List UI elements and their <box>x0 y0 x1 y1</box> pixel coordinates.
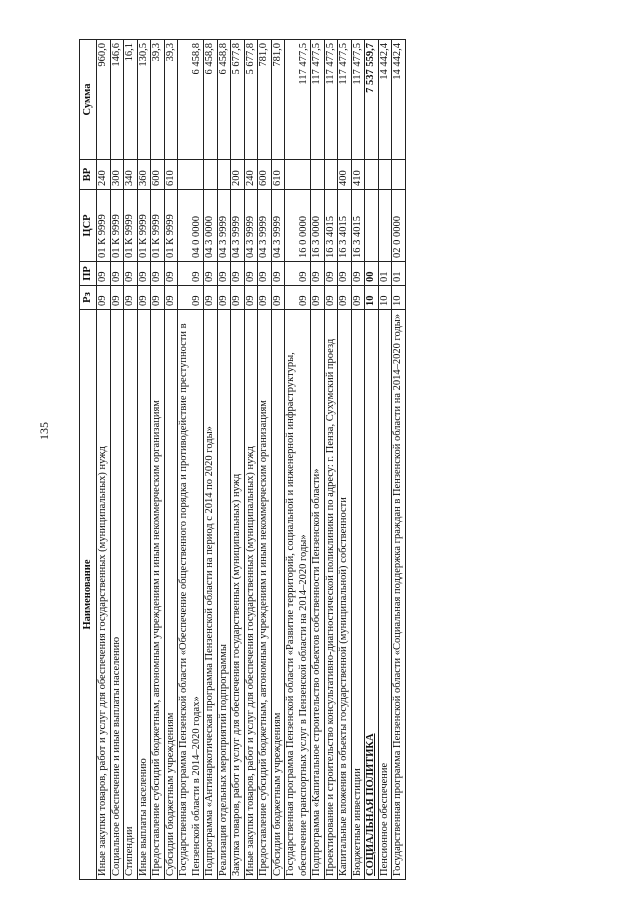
row-pr-cell: 09 <box>311 262 325 286</box>
header-sum: Сумма <box>80 40 97 160</box>
row-name-cell: Капитальные вложения в объекты государственной (муниципальной) собственности <box>338 310 352 880</box>
row-rz-cell: 10 <box>365 286 379 310</box>
row-vr-cell <box>378 160 392 190</box>
header-name: Наименование <box>80 310 97 880</box>
row-pr-cell: 09 <box>351 262 365 286</box>
row-csr-cell <box>365 190 379 262</box>
table-row <box>258 40 272 880</box>
header-csr: ЦСР <box>80 190 97 262</box>
row-sum-cell: 6 458,8 <box>178 40 204 160</box>
row-pr-cell: 09 <box>110 262 124 286</box>
row-name-cell: Социальное обеспечение и иные выплаты населению <box>110 310 124 880</box>
row-rz-cell: 09 <box>137 286 151 310</box>
budget-table-rotated-wrapper <box>79 40 599 880</box>
row-vr-cell: 340 <box>124 160 138 190</box>
row-sum-cell: 39,3 <box>151 40 165 160</box>
row-rz-cell: 10 <box>392 286 406 310</box>
row-pr-cell: 09 <box>204 262 218 286</box>
table-row <box>244 40 258 880</box>
table-row <box>285 40 311 880</box>
table-row <box>164 40 178 880</box>
table-row <box>231 40 245 880</box>
row-vr-cell: 610 <box>164 160 178 190</box>
row-rz-cell: 09 <box>311 286 325 310</box>
row-name-cell: Субсидии бюджетным учреждениям <box>164 310 178 880</box>
row-pr-cell: 09 <box>178 262 204 286</box>
row-sum-cell: 39,3 <box>164 40 178 160</box>
row-csr-cell: 01 К 9999 <box>110 190 124 262</box>
row-name-cell: Проектирование и строительство консультативно-диагностической поликлиники по адресу: г. Пенза, Сухумский проезд <box>324 310 338 880</box>
row-vr-cell: 240 <box>244 160 258 190</box>
row-pr-cell: 09 <box>151 262 165 286</box>
row-sum-cell: 6 458,8 <box>217 40 231 160</box>
row-sum-cell: 6 458,8 <box>204 40 218 160</box>
row-csr-cell: 04 3 9999 <box>231 190 245 262</box>
row-vr-cell <box>178 160 204 190</box>
row-sum-cell: 5 677,8 <box>231 40 245 160</box>
row-rz-cell: 09 <box>244 286 258 310</box>
row-name-cell: Предоставление субсидий бюджетным, автономным учреждениям и иным некоммерческим организациям <box>151 310 165 880</box>
table-row <box>124 40 138 880</box>
row-csr-cell: 16 3 4015 <box>338 190 352 262</box>
row-sum-cell: 14 442,4 <box>392 40 406 160</box>
table-row <box>351 40 365 880</box>
row-rz-cell: 09 <box>204 286 218 310</box>
row-name-cell: Государственная программа Пензенской области «Обеспечение общественного порядка и противодействие преступности в Пензенской области в 2014–2020 годах» <box>178 310 204 880</box>
row-name-cell: Подпрограмма «Капитальное строительство объектов собственности Пензенской области» <box>311 310 325 880</box>
row-rz-cell: 10 <box>378 286 392 310</box>
row-name-cell: Иные закупки товаров, работ и услуг для обеспечения государственных (муниципальных) нужд <box>97 310 111 880</box>
row-sum-cell: 117 477,5 <box>285 40 311 160</box>
row-rz-cell: 09 <box>97 286 111 310</box>
row-csr-cell: 04 3 9999 <box>271 190 285 262</box>
row-rz-cell: 09 <box>324 286 338 310</box>
row-name-cell: Реализация отдельных мероприятий подпрограммы <box>217 310 231 880</box>
row-rz-cell: 09 <box>164 286 178 310</box>
row-sum-cell: 130,5 <box>137 40 151 160</box>
row-name-cell: Иные выплаты населению <box>137 310 151 880</box>
row-vr-cell: 240 <box>97 160 111 190</box>
row-name-cell: Закупка товаров, работ и услуг для обеспечения государственных (муниципальных) нужд <box>231 310 245 880</box>
header-vr: ВР <box>80 160 97 190</box>
row-csr-cell: 01 К 9999 <box>124 190 138 262</box>
row-pr-cell: 09 <box>217 262 231 286</box>
row-vr-cell: 360 <box>137 160 151 190</box>
row-vr-cell: 600 <box>258 160 272 190</box>
row-vr-cell <box>365 160 379 190</box>
row-csr-cell: 16 3 4015 <box>324 190 338 262</box>
table-body <box>97 40 406 880</box>
table-row <box>151 40 165 880</box>
row-rz-cell: 09 <box>258 286 272 310</box>
row-vr-cell: 610 <box>271 160 285 190</box>
table-row <box>204 40 218 880</box>
row-rz-cell: 09 <box>217 286 231 310</box>
table-row <box>217 40 231 880</box>
row-vr-cell <box>392 160 406 190</box>
row-pr-cell: 09 <box>137 262 151 286</box>
row-rz-cell: 09 <box>178 286 204 310</box>
row-csr-cell: 04 3 0000 <box>204 190 218 262</box>
row-sum-cell: 781,0 <box>258 40 272 160</box>
header-pr: ПР <box>80 262 97 286</box>
row-pr-cell: 01 <box>378 262 392 286</box>
row-sum-cell: 16,1 <box>124 40 138 160</box>
row-sum-cell: 5 677,8 <box>244 40 258 160</box>
row-pr-cell: 09 <box>338 262 352 286</box>
row-vr-cell <box>204 160 218 190</box>
header-rz: Рз <box>80 286 97 310</box>
row-rz-cell: 09 <box>231 286 245 310</box>
row-name-cell: Предоставление субсидий бюджетным, автономным учреждениям и иным некоммерческим организациям <box>258 310 272 880</box>
row-csr-cell: 16 0 0000 <box>285 190 311 262</box>
row-sum-cell: 7 537 559,7 <box>365 40 379 160</box>
row-csr-cell: 01 К 9999 <box>137 190 151 262</box>
row-name-cell: Иные закупки товаров, работ и услуг для обеспечения государственных (муниципальных) нужд <box>244 310 258 880</box>
row-vr-cell: 300 <box>110 160 124 190</box>
row-csr-cell: 04 3 9999 <box>244 190 258 262</box>
row-pr-cell: 00 <box>365 262 379 286</box>
row-name-cell: Государственная программа Пензенской области «Развитие территорий, социальной и инженерной инфраструктуры, обеспечение транспортных услуг в Пензенской области на 2014–2020 годы» <box>285 310 311 880</box>
row-csr-cell: 16 3 4015 <box>351 190 365 262</box>
row-rz-cell: 09 <box>110 286 124 310</box>
row-vr-cell: 200 <box>231 160 245 190</box>
row-csr-cell: 16 3 0000 <box>311 190 325 262</box>
row-vr-cell <box>324 160 338 190</box>
row-vr-cell: 410 <box>351 160 365 190</box>
row-name-cell: Пенсионное обеспечение <box>378 310 392 880</box>
row-sum-cell: 960,0 <box>97 40 111 160</box>
row-sum-cell: 781,0 <box>271 40 285 160</box>
row-sum-cell: 14 442,4 <box>378 40 392 160</box>
row-rz-cell: 09 <box>285 286 311 310</box>
table-row <box>311 40 325 880</box>
table-header-row <box>80 40 97 880</box>
table-row <box>392 40 406 880</box>
row-sum-cell: 117 477,5 <box>338 40 352 160</box>
row-pr-cell: 09 <box>164 262 178 286</box>
table-row <box>378 40 392 880</box>
row-sum-cell: 117 477,5 <box>324 40 338 160</box>
row-csr-cell: 02 0 0000 <box>392 190 406 262</box>
row-csr-cell: 01 К 9999 <box>151 190 165 262</box>
row-rz-cell: 09 <box>151 286 165 310</box>
budget-table <box>79 39 406 880</box>
row-pr-cell: 09 <box>231 262 245 286</box>
row-csr-cell: 01 К 9999 <box>164 190 178 262</box>
page-number: 135 <box>37 422 51 440</box>
row-sum-cell: 117 477,5 <box>351 40 365 160</box>
row-name-cell: Подпрограмма «Антинаркотическая программа Пензенской области на период с 2014 по 2020 годы» <box>204 310 218 880</box>
row-pr-cell: 09 <box>97 262 111 286</box>
table-row <box>324 40 338 880</box>
row-rz-cell: 09 <box>351 286 365 310</box>
row-rz-cell: 09 <box>338 286 352 310</box>
row-rz-cell: 09 <box>271 286 285 310</box>
row-csr-cell: 04 0 0000 <box>178 190 204 262</box>
row-vr-cell <box>285 160 311 190</box>
row-pr-cell: 09 <box>244 262 258 286</box>
row-name-cell: Государственная программа Пензенской области «Социальная поддержка граждан в Пензенской области на 2014–2020 годы» <box>392 310 406 880</box>
row-name-cell: СОЦИАЛЬНАЯ ПОЛИТИКА <box>365 310 379 880</box>
table-row <box>97 40 111 880</box>
row-rz-cell: 09 <box>124 286 138 310</box>
row-pr-cell: 09 <box>324 262 338 286</box>
row-vr-cell: 400 <box>338 160 352 190</box>
table-row <box>271 40 285 880</box>
table-row <box>365 40 379 880</box>
table-row <box>137 40 151 880</box>
row-csr-cell <box>378 190 392 262</box>
row-pr-cell: 09 <box>124 262 138 286</box>
row-name-cell: Субсидии бюджетным учреждениям <box>271 310 285 880</box>
row-vr-cell: 600 <box>151 160 165 190</box>
row-vr-cell <box>217 160 231 190</box>
row-name-cell: Бюджетные инвестиции <box>351 310 365 880</box>
row-sum-cell: 146,6 <box>110 40 124 160</box>
row-vr-cell <box>311 160 325 190</box>
table-row <box>110 40 124 880</box>
row-name-cell: Стипендии <box>124 310 138 880</box>
row-sum-cell: 117 477,5 <box>311 40 325 160</box>
row-csr-cell: 04 3 9999 <box>217 190 231 262</box>
row-pr-cell: 09 <box>285 262 311 286</box>
row-csr-cell: 04 3 9999 <box>258 190 272 262</box>
row-pr-cell: 09 <box>258 262 272 286</box>
table-row <box>338 40 352 880</box>
row-csr-cell: 01 К 9999 <box>97 190 111 262</box>
table-row <box>178 40 204 880</box>
row-pr-cell: 01 <box>392 262 406 286</box>
row-pr-cell: 09 <box>271 262 285 286</box>
